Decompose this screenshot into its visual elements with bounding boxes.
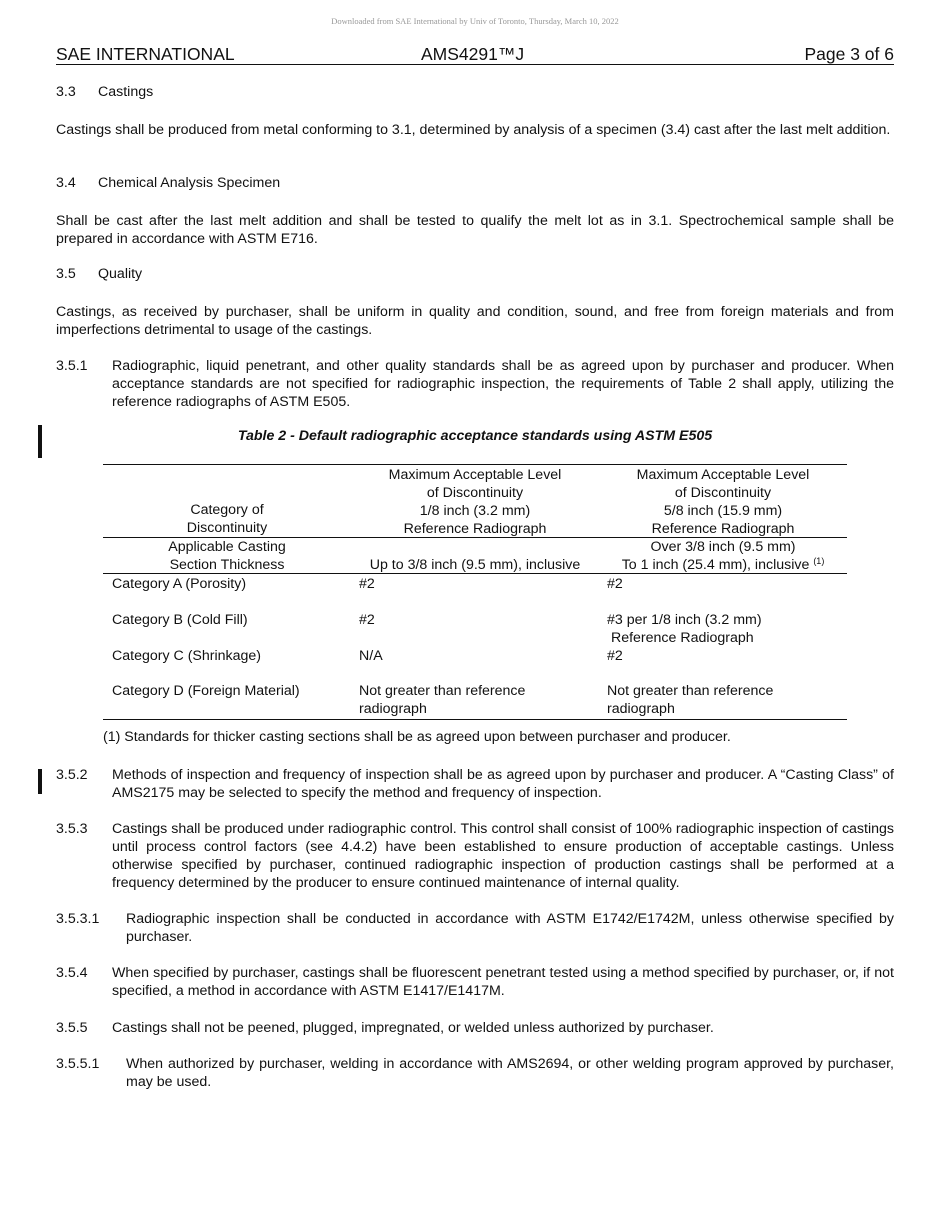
section-number-3-3: 3.3 xyxy=(56,84,76,100)
row-b-level-5-8-line1: #3 per 1/8 inch (3.2 mm) xyxy=(607,612,762,628)
header-category xyxy=(103,501,351,537)
page-header xyxy=(56,44,894,65)
section-title-quality: Quality xyxy=(98,266,143,282)
header-level-5-8-line4: Reference Radiograph xyxy=(651,521,795,537)
row-a-level-1-8: #2 xyxy=(359,576,375,592)
row-category-b: Category B (Cold Fill) xyxy=(112,612,248,628)
header-level-5-8-line1: Maximum Acceptable Level xyxy=(636,467,810,483)
header-level-5-8 xyxy=(599,466,847,538)
header-level-5-8-line3: 5/8 inch (15.9 mm) xyxy=(663,503,783,519)
section-3-5-text: Castings, as received by purchaser, shall be uniform in quality and condition, sound, and free from foreign materials and from imperfections detrimental to usage of the castings. xyxy=(56,304,894,338)
table-footnote: (1) Standards for thicker casting sections shall be as agreed upon between purchaser and producer. xyxy=(103,729,731,745)
section-3-5-2-text: Methods of inspection and frequency of inspection shall be as agreed upon by purchaser and producer. A “Casting Class” of AMS2175 may be selected to specify the method and frequency of inspection. xyxy=(112,767,894,801)
change-bar xyxy=(38,769,42,794)
row-d-level-1-8 xyxy=(359,682,525,718)
header-section-thickness xyxy=(103,538,351,574)
section-3-5-5-text: Castings shall not be peened, plugged, impregnated, or welded unless authorized by purchaser. xyxy=(112,1020,714,1036)
header-level-1-8-line3: 1/8 inch (3.2 mm) xyxy=(419,503,531,519)
row-b-level-1-8: #2 xyxy=(359,612,375,628)
section-3-5-3-1-text: Radiographic inspection shall be conducted in accordance with ASTM E1742/E1742M, unless otherwise specified by purchaser. xyxy=(126,911,894,945)
header-category-line1: Category of xyxy=(190,502,264,518)
header-category-line2: Discontinuity xyxy=(186,520,268,536)
table-caption: Table 2 - Default radiographic acceptance standards using ASTM E505 xyxy=(237,428,713,444)
section-number-3-5-2: 3.5.2 xyxy=(56,767,88,783)
row-category-c: Category C (Shrinkage) xyxy=(112,648,262,664)
acceptance-standards-table xyxy=(103,464,847,720)
section-number-3-5-3: 3.5.3 xyxy=(56,821,88,837)
row-category-d: Category D (Foreign Material) xyxy=(112,683,300,699)
header-org: SAE INTERNATIONAL xyxy=(56,44,235,64)
row-c-level-5-8: #2 xyxy=(607,648,623,664)
header-section-thickness-line1: Applicable Casting xyxy=(168,539,286,555)
row-b-level-5-8-line2: Reference Radiograph xyxy=(607,630,754,646)
header-thickness-over-text: To 1 inch (25.4 mm), inclusive xyxy=(621,557,810,573)
row-b-level-5-8 xyxy=(607,611,762,647)
section-number-3-5-5-1: 3.5.5.1 xyxy=(56,1056,100,1072)
download-watermark: Downloaded from SAE International by Univ of Toronto, Thursday, March 10, 2022 xyxy=(331,16,619,26)
row-d-level-5-8-line1: Not greater than reference xyxy=(607,683,774,699)
section-3-5-3-text: Castings shall be produced under radiographic control. This control shall consist of 100% radiographic inspection of castings until process control factors (see 4.4.2) have been established to ensure production of acceptable castings. Unless otherwise specified by purchaser, continued radiographic inspection of production castings shall be performed at a frequency determined by the producer to ensure continued maintenance of internal quality. xyxy=(112,821,894,891)
section-title-chemical-analysis: Chemical Analysis Specimen xyxy=(98,175,281,191)
section-3-5-4-text: When specified by purchaser, castings shall be fluorescent penetrant tested using a method specified by purchaser, or, if not specified, a method in accordance with ASTM E1417/E1417M. xyxy=(112,965,894,999)
section-number-3-4: 3.4 xyxy=(56,175,76,191)
row-d-level-5-8-line2: radiograph xyxy=(607,701,675,717)
header-thickness-up-to: Up to 3/8 inch (9.5 mm), inclusive xyxy=(369,557,581,573)
footnote-ref: (1) xyxy=(813,556,825,566)
section-number-3-5-5: 3.5.5 xyxy=(56,1020,88,1036)
header-thickness-over xyxy=(599,538,847,574)
section-number-3-5-4: 3.5.4 xyxy=(56,965,88,981)
row-d-level-5-8 xyxy=(607,682,773,718)
section-3-5-5-1-text: When authorized by purchaser, welding in accordance with AMS2694, or other welding program approved by purchaser, may be used. xyxy=(126,1056,894,1090)
row-c-level-1-8: N/A xyxy=(359,648,383,664)
section-title-castings: Castings xyxy=(98,84,154,100)
header-thickness-over-line2 xyxy=(599,556,847,574)
row-a-level-5-8: #2 xyxy=(607,576,623,592)
header-doc-number: AMS4291™J xyxy=(421,44,525,64)
row-d-level-1-8-line2: radiograph xyxy=(359,701,427,717)
header-thickness-over-line1: Over 3/8 inch (9.5 mm) xyxy=(650,539,796,555)
header-level-1-8-line2: of Discontinuity xyxy=(426,485,524,501)
header-level-5-8-line2: of Discontinuity xyxy=(674,485,772,501)
section-number-3-5-3-1: 3.5.3.1 xyxy=(56,911,100,927)
section-number-3-5-1: 3.5.1 xyxy=(56,358,88,374)
row-category-a: Category A (Porosity) xyxy=(112,576,247,592)
header-level-1-8-line4: Reference Radiograph xyxy=(403,521,547,537)
row-d-level-1-8-line1: Not greater than reference xyxy=(359,683,526,699)
header-page-number: Page 3 of 6 xyxy=(804,44,894,64)
section-3-5-1-text: Radiographic, liquid penetrant, and other quality standards shall be as agreed upon by purchaser and producer. When acceptance standards are not specified for radiographic inspection, the requirements of Table 2 shall apply, utilizing the reference radiographs of ASTM E505. xyxy=(112,358,894,410)
header-section-thickness-line2: Section Thickness xyxy=(169,557,285,573)
section-3-4-text: Shall be cast after the last melt addition and shall be tested to qualify the melt lot as in 3.1. Spectrochemical sample shall be prepared in accordance with ASTM E716. xyxy=(56,213,894,247)
header-level-1-8 xyxy=(351,466,599,538)
section-3-3-text: Castings shall be produced from metal conforming to 3.1, determined by analysis of a specimen (3.4) cast after the last melt addition. xyxy=(56,122,891,138)
header-level-1-8-line1: Maximum Acceptable Level xyxy=(388,467,562,483)
section-number-3-5: 3.5 xyxy=(56,266,76,282)
